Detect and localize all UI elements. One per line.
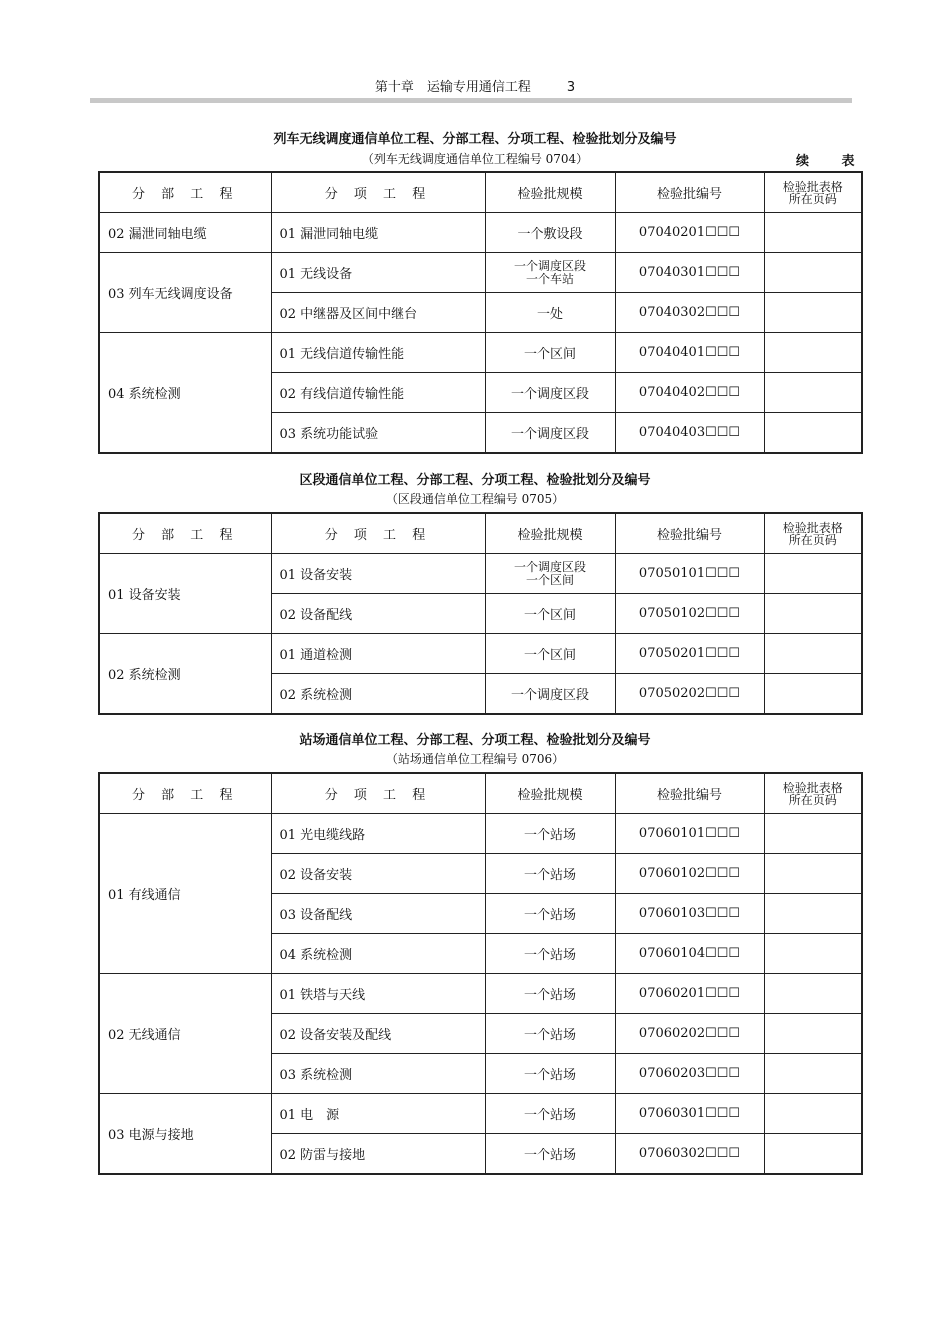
scale-cell: 一个调度区段 bbox=[485, 413, 615, 454]
table-row bbox=[99, 974, 862, 1014]
table-row bbox=[99, 1094, 862, 1134]
table-section-2 bbox=[98, 512, 863, 715]
table-section-3 bbox=[98, 772, 863, 1175]
page-number: 3 bbox=[566, 80, 576, 95]
code-cell: 07060102☐☐☐ bbox=[615, 854, 764, 894]
page-cell bbox=[764, 634, 862, 674]
scale-cell: 一个站场 bbox=[485, 1014, 615, 1054]
col-header-subitem: 分 项 工 程 bbox=[271, 172, 485, 213]
division-cell: 03 列车无线调度设备 bbox=[99, 253, 271, 333]
subitem-cell: 01 漏泄同轴电缆 bbox=[271, 213, 485, 253]
scale-cell: 一个调度区段 bbox=[485, 373, 615, 413]
subitem-cell: 02 设备配线 bbox=[271, 594, 485, 634]
subitem-cell: 02 设备安装 bbox=[271, 854, 485, 894]
subitem-cell: 03 系统功能试验 bbox=[271, 413, 485, 454]
scale-cell: 一个站场 bbox=[485, 1134, 615, 1175]
col-header-page: 检验批表格 所在页码 bbox=[764, 172, 862, 213]
table-row bbox=[99, 333, 862, 373]
code-cell: 07040402☐☐☐ bbox=[615, 373, 764, 413]
chapter-title: 第十章 运输专用通信工程 bbox=[374, 80, 531, 95]
code-cell: 07040403☐☐☐ bbox=[615, 413, 764, 454]
page-cell bbox=[764, 854, 862, 894]
page-cell bbox=[764, 213, 862, 253]
page-cell bbox=[764, 373, 862, 413]
col-header-subitem: 分 项 工 程 bbox=[271, 513, 485, 554]
subitem-cell: 01 通道检测 bbox=[271, 634, 485, 674]
code-cell: 07060301☐☐☐ bbox=[615, 1094, 764, 1134]
section-2-subtitle: （区段通信单位工程编号 0705） bbox=[385, 492, 565, 506]
continued-label: 续 表 bbox=[796, 154, 869, 169]
division-cell: 01 设备安装 bbox=[99, 554, 271, 634]
code-cell: 07060302☐☐☐ bbox=[615, 1134, 764, 1175]
section-2-title: 区段通信单位工程、分部工程、分项工程、检验批划分及编号 bbox=[299, 473, 651, 488]
page-cell bbox=[764, 413, 862, 454]
header-row bbox=[99, 513, 862, 554]
scale-cell: 一个站场 bbox=[485, 814, 615, 854]
col-header-division: 分 部 工 程 bbox=[99, 773, 271, 814]
code-cell: 07060202☐☐☐ bbox=[615, 1014, 764, 1054]
col-header-page: 检验批表格 所在页码 bbox=[764, 513, 862, 554]
table-row bbox=[99, 634, 862, 674]
code-cell: 07040302☐☐☐ bbox=[615, 293, 764, 333]
subitem-cell: 02 设备安装及配线 bbox=[271, 1014, 485, 1054]
subitem-cell: 02 防雷与接地 bbox=[271, 1134, 485, 1175]
page-cell bbox=[764, 594, 862, 634]
scale-cell: 一个调度区段 一个车站 bbox=[485, 253, 615, 293]
scale-cell: 一个站场 bbox=[485, 1094, 615, 1134]
running-header bbox=[0, 76, 950, 95]
page-cell bbox=[764, 1094, 862, 1134]
page-cell bbox=[764, 1014, 862, 1054]
code-cell: 07040401☐☐☐ bbox=[615, 333, 764, 373]
header-rule bbox=[90, 98, 852, 103]
scale-cell: 一个站场 bbox=[485, 1054, 615, 1094]
section-1-subtitle: （列车无线调度通信单位工程编号 0704） bbox=[361, 152, 589, 166]
scale-cell: 一个区间 bbox=[485, 333, 615, 373]
page-cell bbox=[764, 894, 862, 934]
page-cell bbox=[764, 974, 862, 1014]
page-cell bbox=[764, 554, 862, 594]
division-cell: 02 漏泄同轴电缆 bbox=[99, 213, 271, 253]
subitem-cell: 01 无线设备 bbox=[271, 253, 485, 293]
subitem-cell: 01 光电缆线路 bbox=[271, 814, 485, 854]
scale-cell: 一个站场 bbox=[485, 934, 615, 974]
table-row bbox=[99, 554, 862, 594]
table-row bbox=[99, 213, 862, 253]
division-cell: 02 无线通信 bbox=[99, 974, 271, 1094]
subitem-cell: 01 设备安装 bbox=[271, 554, 485, 594]
subitem-cell: 03 设备配线 bbox=[271, 894, 485, 934]
code-cell: 07060104☐☐☐ bbox=[615, 934, 764, 974]
col-header-page: 检验批表格 所在页码 bbox=[764, 773, 862, 814]
col-header-code: 检验批编号 bbox=[615, 172, 764, 213]
col-header-subitem: 分 项 工 程 bbox=[271, 773, 485, 814]
col-header-scale: 检验批规模 bbox=[485, 773, 615, 814]
subitem-cell: 03 系统检测 bbox=[271, 1054, 485, 1094]
page-cell bbox=[764, 674, 862, 715]
code-cell: 07060103☐☐☐ bbox=[615, 894, 764, 934]
scale-cell: 一个区间 bbox=[485, 634, 615, 674]
code-cell: 07050202☐☐☐ bbox=[615, 674, 764, 715]
scale-cell: 一个区间 bbox=[485, 594, 615, 634]
page-cell bbox=[764, 293, 862, 333]
page-cell bbox=[764, 1054, 862, 1094]
col-header-code: 检验批编号 bbox=[615, 773, 764, 814]
scale-cell: 一个站场 bbox=[485, 854, 615, 894]
col-header-code: 检验批编号 bbox=[615, 513, 764, 554]
col-header-division: 分 部 工 程 bbox=[99, 172, 271, 213]
code-cell: 07050102☐☐☐ bbox=[615, 594, 764, 634]
subitem-cell: 02 中继器及区间中继台 bbox=[271, 293, 485, 333]
subitem-cell: 04 系统检测 bbox=[271, 934, 485, 974]
code-cell: 07040201☐☐☐ bbox=[615, 213, 764, 253]
code-cell: 07060201☐☐☐ bbox=[615, 974, 764, 1014]
page-cell bbox=[764, 333, 862, 373]
scale-cell: 一个调度区段 一个区间 bbox=[485, 554, 615, 594]
code-cell: 07060203☐☐☐ bbox=[615, 1054, 764, 1094]
section-3-subtitle: （站场通信单位工程编号 0706） bbox=[385, 752, 565, 766]
scale-cell: 一个站场 bbox=[485, 894, 615, 934]
scale-cell: 一个站场 bbox=[485, 974, 615, 1014]
division-cell: 01 有线通信 bbox=[99, 814, 271, 974]
header-row bbox=[99, 773, 862, 814]
scale-cell: 一个敷设段 bbox=[485, 213, 615, 253]
page-cell bbox=[764, 814, 862, 854]
page-cell bbox=[764, 1134, 862, 1175]
col-header-division: 分 部 工 程 bbox=[99, 513, 271, 554]
table-row bbox=[99, 814, 862, 854]
header-row bbox=[99, 172, 862, 213]
table-row bbox=[99, 253, 862, 293]
subitem-cell: 01 无线信道传输性能 bbox=[271, 333, 485, 373]
code-cell: 07040301☐☐☐ bbox=[615, 253, 764, 293]
section-3-title: 站场通信单位工程、分部工程、分项工程、检验批划分及编号 bbox=[299, 733, 651, 748]
scale-cell: 一处 bbox=[485, 293, 615, 333]
page-cell bbox=[764, 934, 862, 974]
table-section-1 bbox=[98, 171, 863, 454]
subitem-cell: 02 系统检测 bbox=[271, 674, 485, 715]
subitem-cell: 01 电 源 bbox=[271, 1094, 485, 1134]
division-cell: 02 系统检测 bbox=[99, 634, 271, 715]
code-cell: 07050101☐☐☐ bbox=[615, 554, 764, 594]
division-cell: 04 系统检测 bbox=[99, 333, 271, 454]
code-cell: 07050201☐☐☐ bbox=[615, 634, 764, 674]
subitem-cell: 01 铁塔与天线 bbox=[271, 974, 485, 1014]
section-1-title: 列车无线调度通信单位工程、分部工程、分项工程、检验批划分及编号 bbox=[273, 132, 677, 147]
col-header-scale: 检验批规模 bbox=[485, 172, 615, 213]
page-cell bbox=[764, 253, 862, 293]
subitem-cell: 02 有线信道传输性能 bbox=[271, 373, 485, 413]
division-cell: 03 电源与接地 bbox=[99, 1094, 271, 1175]
scale-cell: 一个调度区段 bbox=[485, 674, 615, 715]
code-cell: 07060101☐☐☐ bbox=[615, 814, 764, 854]
col-header-scale: 检验批规模 bbox=[485, 513, 615, 554]
